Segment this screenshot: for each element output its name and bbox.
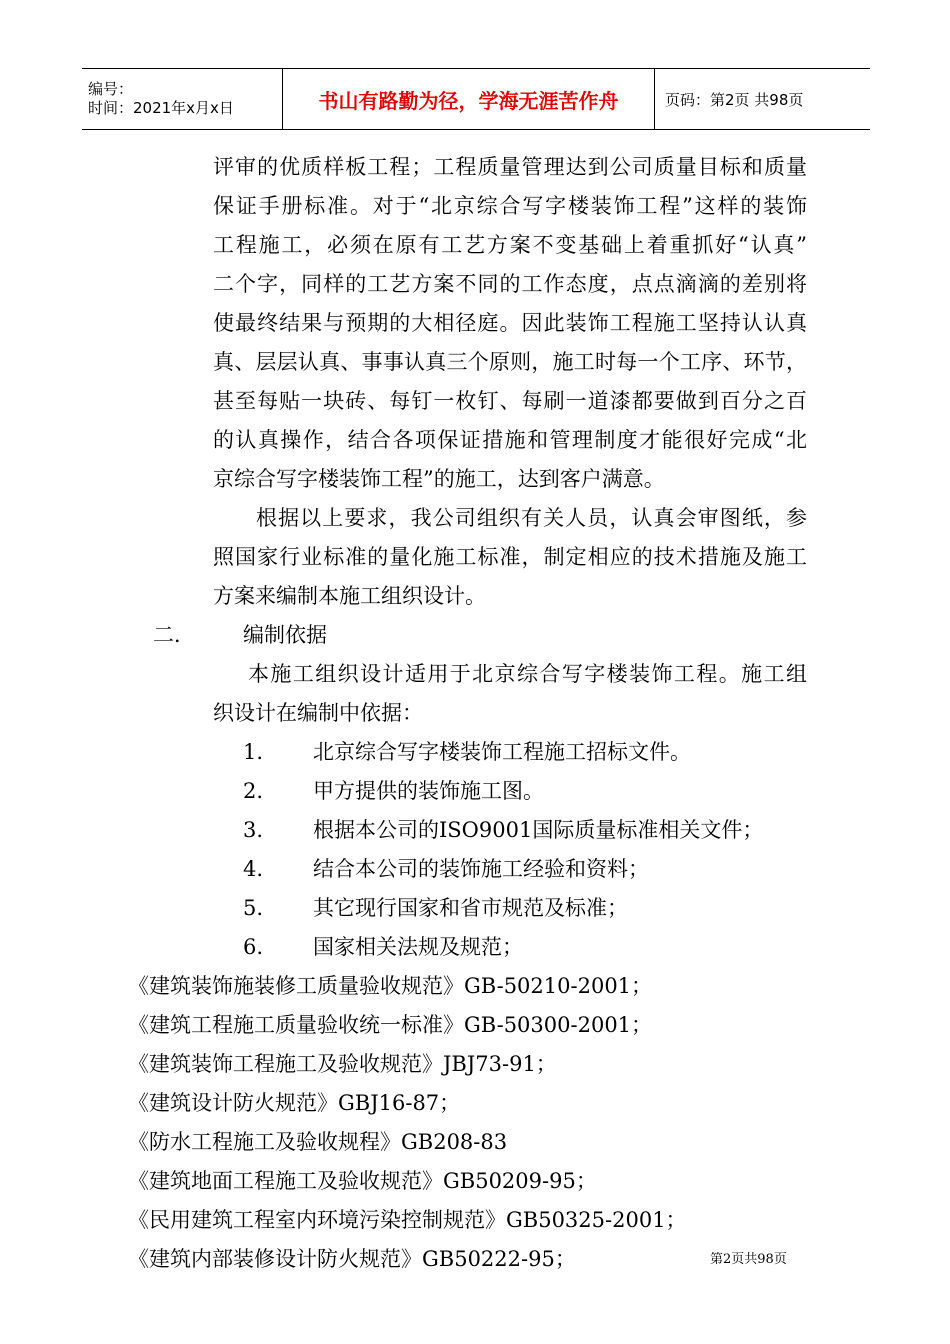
standard-item: 《建筑装饰施装修工质量验收规范》GB-50210-2001；: [128, 974, 653, 998]
standard-item: 《建筑装饰工程施工及验收规范》JBJ73-91；: [128, 1052, 557, 1076]
standard-item: 《建筑内部装修设计防火规范》GB50222-95；: [128, 1247, 576, 1271]
header-meta: [82, 69, 282, 129]
standard-item: 《民用建筑工程室内环境污染控制规范》GB50325-2001；: [128, 1208, 687, 1232]
page-footer: 第2页共98页: [710, 1252, 787, 1267]
para1-line-3: 工程施工，必须在原有工艺方案不变基础上着重抓好“认真”: [213, 233, 807, 257]
list-item-text: 甲方提供的装饰施工图。: [313, 779, 544, 803]
list-item-number: 4.: [243, 857, 264, 881]
list-item-number: 1.: [243, 740, 264, 764]
para2-line-1: 根据以上要求，我公司组织有关人员，认真会审图纸，参: [256, 506, 807, 530]
list-item-text: 根据本公司的ISO9001国际质量标准相关文件；: [313, 818, 764, 842]
section-title: 编制依据: [243, 623, 327, 647]
list-item-text: 国家相关法规及规范；: [313, 935, 523, 959]
para1-line-7: 甚至每贴一块砖、每钉一枚钉、每刷一道漆都要做到百分之百: [213, 389, 807, 413]
list-item-number: 5.: [243, 896, 264, 920]
para1-line-5: 使最终结果与预期的大相径庭。因此装饰工程施工坚持认认真: [213, 311, 807, 335]
list-item-text: 北京综合写字楼装饰工程施工招标文件。: [313, 740, 691, 764]
list-item-number: 2.: [243, 779, 264, 803]
list-item-number: 6.: [243, 935, 264, 959]
para1-line-9: 京综合写字楼装饰工程”的施工，达到客户满意。: [213, 467, 665, 491]
para2-line-2: 照国家行业标准的量化施工标准，制定相应的技术措施及施工: [213, 545, 807, 569]
para1-line-4: 二个字，同样的工艺方案不同的工作态度，点点滴滴的差别将: [213, 272, 807, 296]
para1-line-6: 真、层层认真、事事认真三个原则，施工时每一个工序、环节，: [213, 350, 807, 374]
standard-item: 《建筑工程施工质量验收统一标准》GB-50300-2001；: [128, 1013, 653, 1037]
standard-item: 《建筑设计防火规范》GBJ16-87；: [128, 1091, 461, 1115]
list-item-text: 其它现行国家和省市规范及标准；: [313, 896, 628, 920]
para1-line-2: 保证手册标准。对于“北京综合写字楼装饰工程”这样的装饰: [213, 194, 807, 218]
standard-item: 《防水工程施工及验收规程》GB208-83: [128, 1130, 508, 1154]
list-item-number: 3.: [243, 818, 264, 842]
standard-item: 《建筑地面工程施工及验收规范》GB50209-95；: [128, 1169, 597, 1193]
para2-line-3: 方案来编制本施工组织设计。: [213, 584, 486, 608]
header-date: 时间：2021年x月x日: [88, 99, 234, 117]
header-page-info: 页码：第2页 共98页: [665, 90, 804, 109]
para3-line-1: 本施工组织设计适用于北京综合写字楼装饰工程。施工组: [248, 662, 807, 686]
para1-line-8: 的认真操作，结合各项保证措施和管理制度才能很好完成“北: [213, 428, 807, 452]
section-number: 二．: [153, 623, 195, 647]
list-item-text: 结合本公司的装饰施工经验和资料；: [313, 857, 649, 881]
para1-line-1: 评审的优质样板工程；工程质量管理达到公司质量目标和质量: [213, 155, 807, 179]
header-number-label: 编号：: [88, 80, 134, 98]
para3-line-2: 织设计在编制中依据：: [213, 701, 423, 725]
document-header: [82, 68, 870, 130]
header-motto: 书山有路勤为径，学海无涯苦作舟: [282, 69, 655, 129]
